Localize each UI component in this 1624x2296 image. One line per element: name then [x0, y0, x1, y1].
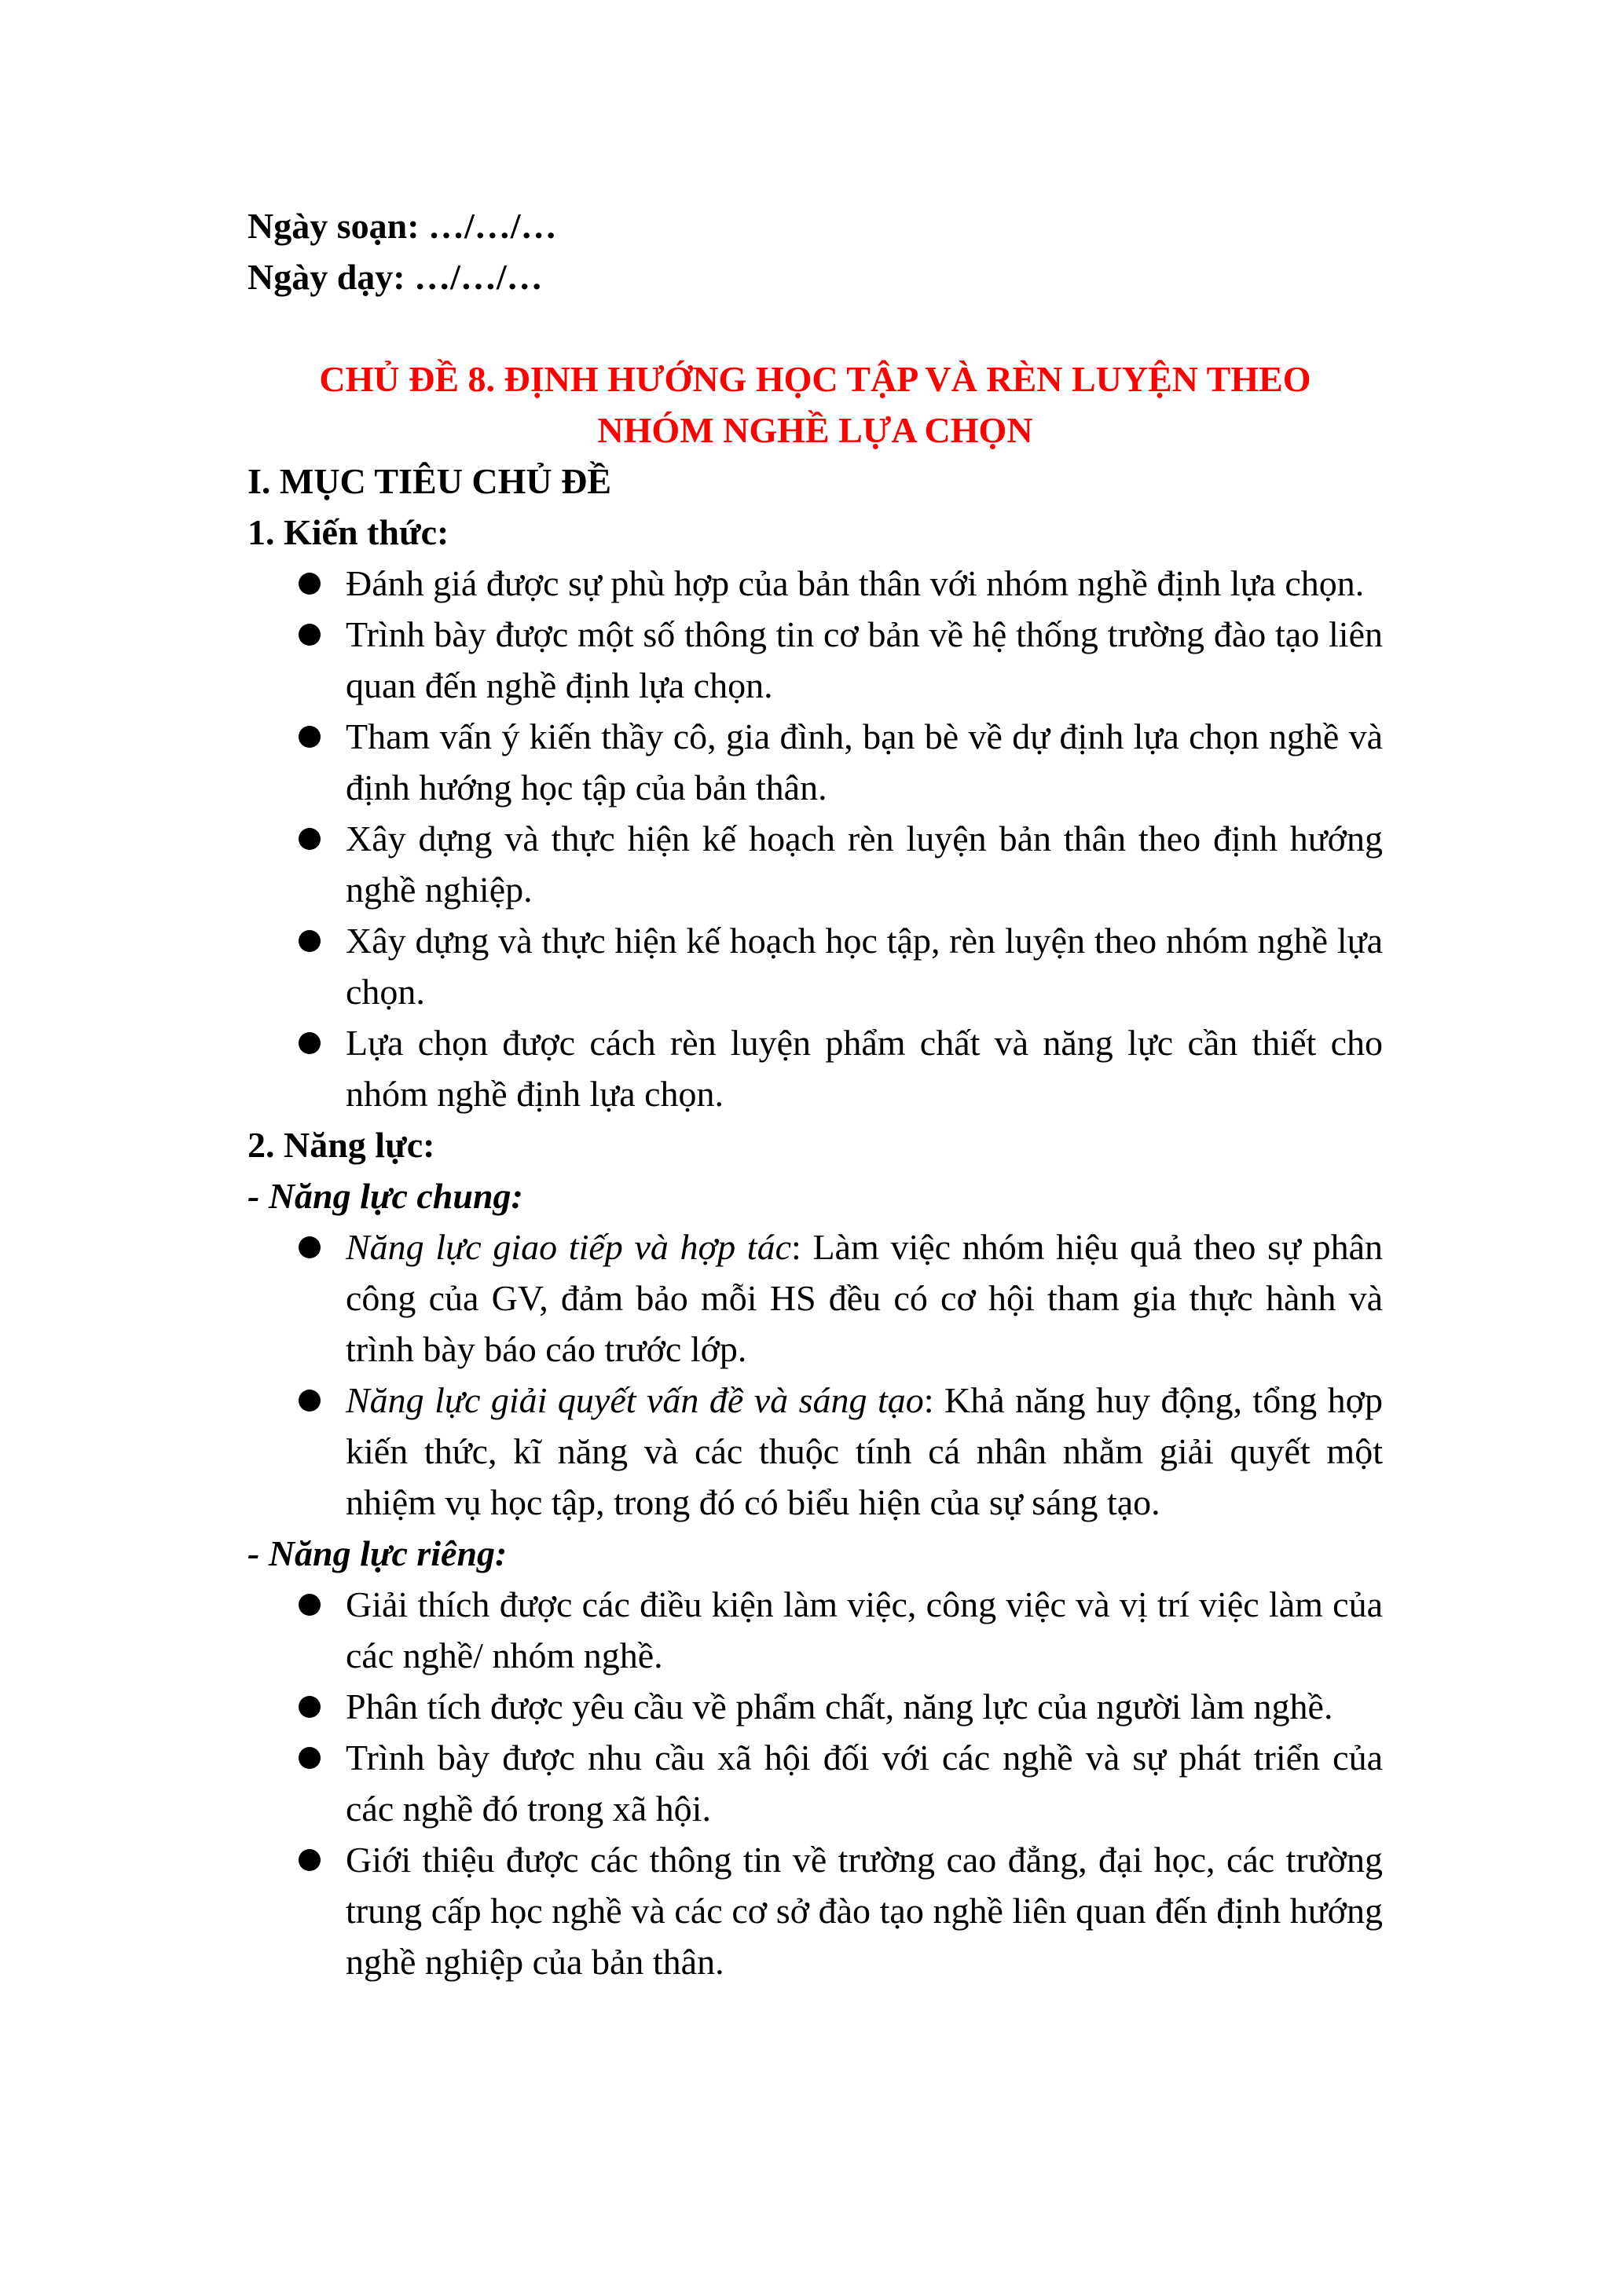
document-page	[247, 200, 1383, 1987]
list-item-text: Tham vấn ý kiến thầy cô, gia đình, bạn bè về dự định lựa chọn nghề và định hướng học tập của bản thân.	[346, 716, 1383, 807]
list-item-text: Trình bày được một số thông tin cơ bản về hệ thống trường đào tạo liên quan đến nghề định lựa chọn.	[346, 614, 1383, 705]
list-item-text: Giải thích được các điều kiện làm việc, công việc và vị trí việc làm của các nghề/ nhóm nghề.	[346, 1584, 1383, 1675]
general-competence-list	[247, 1221, 1383, 1528]
subheading-competence: 2. Năng lực:	[247, 1125, 435, 1165]
list-item	[247, 1834, 1383, 1987]
list-item-text: Xây dựng và thực hiện kế hoạch rèn luyện bản thân theo định hướng nghề nghiệp.	[346, 818, 1383, 910]
section-heading-objectives: I. MỤC TIÊU CHỦ ĐỀ	[247, 461, 612, 501]
bullet-icon	[299, 573, 321, 595]
topic-title-line-2: NHÓM NGHỀ LỰA CHỌN	[597, 410, 1033, 450]
list-item	[247, 813, 1383, 915]
specific-competence-list	[247, 1579, 1383, 1987]
bullet-icon	[299, 828, 321, 850]
list-item-text: Trình bày được nhu cầu xã hội đối với các nghề và sự phát triển của các nghề đó trong xã hội.	[346, 1738, 1383, 1829]
bullet-icon	[299, 1747, 321, 1769]
list-item	[247, 1579, 1383, 1681]
ngay-day: Ngày dạy: …/…/…	[247, 257, 543, 297]
list-item-text: Đánh giá được sự phù hợp của bản thân với nhóm nghề định lựa chọn.	[346, 563, 1365, 603]
knowledge-list	[247, 558, 1383, 1119]
list-item-text: Xây dựng và thực hiện kế hoạch học tập, rèn luyện theo nhóm nghề lựa chọn.	[346, 921, 1383, 1012]
bullet-icon	[299, 930, 321, 952]
list-item-text: Phân tích được yêu cầu về phẩm chất, năng lực của người làm nghề.	[346, 1686, 1333, 1727]
list-item	[247, 1375, 1383, 1528]
list-item	[247, 915, 1383, 1017]
bullet-icon	[299, 1594, 321, 1616]
list-item	[247, 558, 1383, 609]
subheading-knowledge: 1. Kiến thức:	[247, 512, 449, 552]
bullet-icon	[299, 1390, 321, 1412]
list-item	[247, 1221, 1383, 1375]
list-item	[247, 711, 1383, 813]
list-item-text: Giới thiệu được các thông tin về trường cao đẳng, đại học, các trường trung cấp học nghề và các cơ sở đào tạo nghề liên quan đến định hướng nghề nghiệp của bản thân.	[346, 1840, 1383, 1982]
list-item	[247, 1681, 1383, 1732]
list-item	[247, 1017, 1383, 1119]
bullet-icon	[299, 1236, 321, 1258]
ngay-soan: Ngày soạn: …/…/…	[247, 206, 557, 246]
subheading-specific-competence: - Năng lực riêng:	[247, 1533, 508, 1573]
bullet-icon	[299, 1032, 321, 1054]
list-item-text: Lựa chọn được cách rèn luyện phẩm chất và năng lực cần thiết cho nhóm nghề định lựa chọn.	[346, 1023, 1383, 1114]
list-item-label: Năng lực giải quyết vấn đề và sáng tạo	[346, 1380, 924, 1420]
list-item-label: Năng lực giao tiếp và hợp tác	[346, 1227, 791, 1267]
bullet-icon	[299, 726, 321, 748]
list-item-text: : Làm việc nhóm hiệu quả theo sự phân công của GV, đảm bảo mỗi HS đều có cơ hội tham gia thực hành và trình bày báo cáo trước lớp.	[346, 1227, 1383, 1369]
list-item	[247, 609, 1383, 711]
bullet-icon	[299, 1849, 321, 1871]
list-item	[247, 1732, 1383, 1834]
bullet-icon	[299, 1696, 321, 1718]
subheading-general-competence: - Năng lực chung:	[247, 1176, 523, 1216]
topic-title	[247, 353, 1383, 456]
topic-title-line-1: CHỦ ĐỀ 8. ĐỊNH HƯỚNG HỌC TẬP VÀ RÈN LUYỆN THEO	[319, 359, 1311, 399]
list-item-text: : Khả năng huy động, tổng hợp kiến thức, kĩ năng và các thuộc tính cá nhân nhằm giải quyết một nhiệm vụ học tập, trong đó có biểu hiện của sự sáng tạo.	[346, 1380, 1383, 1522]
bullet-icon	[299, 624, 321, 646]
